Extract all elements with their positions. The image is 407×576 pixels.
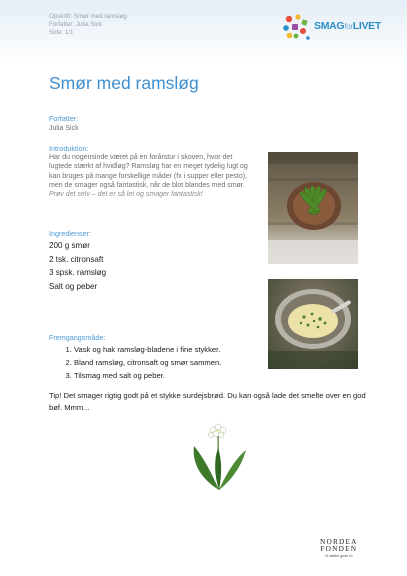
meta-recipe: Opskrift: Smør med ramsløg <box>49 13 127 20</box>
method-label: Fremgangsmåde: <box>49 333 106 342</box>
nordea-fonden-logo <box>320 538 358 558</box>
ramsons-plant-icon <box>188 422 250 492</box>
intro-italic: Prøv det selv – det er så let og smager fantastisk! <box>49 191 203 199</box>
ingredient-item: Salt og peber <box>49 281 98 291</box>
author-name: Julia Sick <box>49 125 79 132</box>
author-label: Forfatter: <box>49 114 79 123</box>
meta-author: Forfatter: Julia Sick <box>49 21 102 28</box>
logo-text <box>314 20 381 32</box>
tip-text: Tip! Det smager rigtig godt på et stykke surdejsbrød. Du kan også lade det smelte over en god bøf. Mmm... <box>49 391 366 412</box>
photo-ramsons-bowl <box>268 152 358 264</box>
intro-label: Introduktion: <box>49 144 89 153</box>
page-title: Smør med ramsløg <box>49 73 199 93</box>
method-steps <box>60 344 221 382</box>
method-step: 3. Tilsmag med salt og peber. <box>74 370 221 383</box>
nordea-line1: NORDEA <box>320 537 358 546</box>
ingredients-label: Ingredienser: <box>49 229 91 238</box>
nordea-tagline: Vi støtter gode liv <box>324 553 353 558</box>
method-step: 1. Vask og hak ramsløg-bladene i fine stykker. <box>74 344 221 357</box>
smag-for-livet-logo <box>281 13 381 41</box>
method-step: 2. Bland ramsløg, citronsaft og smør sammen. <box>74 357 221 370</box>
ingredient-item: 2 tsk. citronsaft <box>49 254 104 264</box>
intro-body: Har du nogensinde været på en forårstur i skoven, hvor det lugtede stærkt af hvidløg? Ramsløg har en meget tydelig lugt og kan bruges på mange forskellige måder (fx i supper eller pesto), men de smager også fantastisk, når de blot blandes med smør. <box>49 154 248 189</box>
bowl-with-leaves-icon <box>268 152 358 264</box>
nordea-line2: FONDEN <box>320 544 358 554</box>
butter-mixture-icon <box>268 279 358 369</box>
logo-text-main: SMAG <box>314 20 345 32</box>
ingredient-item: 200 g smør <box>49 241 90 250</box>
logo-mark-icon <box>281 13 311 41</box>
meta-page: Side: 1/1 <box>49 29 74 36</box>
intro-text <box>49 153 249 199</box>
document-meta <box>49 13 127 37</box>
photo-butter-bowl <box>268 279 358 369</box>
logo-text-end: LIVET <box>352 20 382 32</box>
ingredient-item: 3 spsk. ramsløg <box>49 268 107 278</box>
ingredients-list <box>49 239 106 293</box>
logo-text-for: for <box>344 22 353 31</box>
